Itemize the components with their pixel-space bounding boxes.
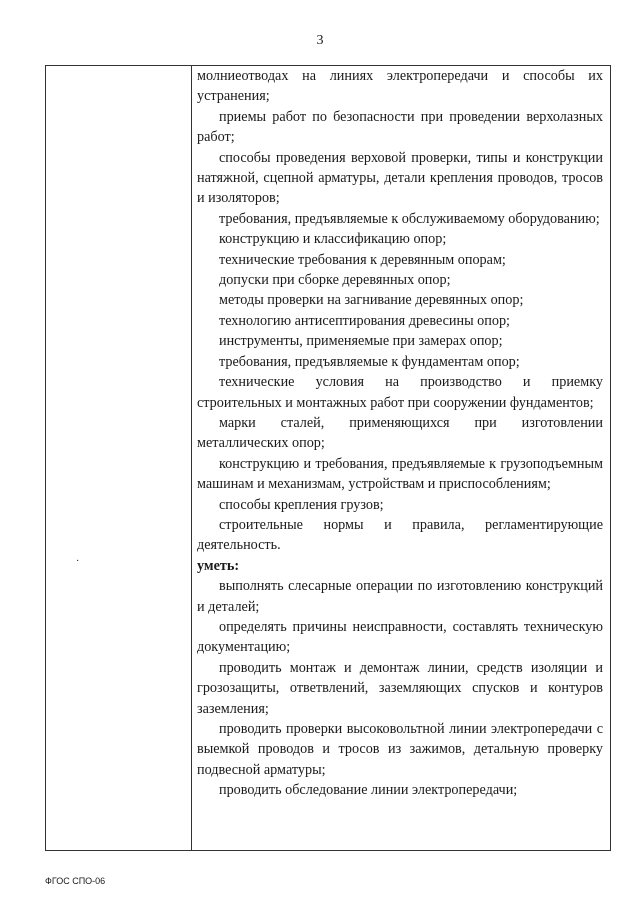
paragraph: проводить обследование линии электропередачи; <box>219 782 518 799</box>
paragraph: методы проверки на загнивание деревянных опор; <box>219 292 524 309</box>
paragraph: конструкцию и классификацию опор; <box>219 231 447 248</box>
paragraph: способы проведения верховой проверки, типы и конструкции натяжной, сцепной арматуры, детали крепления проводов, тросов и изоляторов; <box>197 149 603 207</box>
right-column <box>192 66 610 801</box>
paragraph: проводить проверки высоковольтной линии электропередачи с выемкой проводов и тросов из зажимов, детальную проверку подвесной арматуры; <box>197 721 603 778</box>
paragraph: проводить монтаж и демонтаж линии, средств изоляции и грозозащиты, ответвлений, заземляющих спусков и контуров заземления; <box>197 659 603 717</box>
page-number: 3 <box>316 33 324 48</box>
paragraph: приемы работ по безопасности при проведении верхолазных работ; <box>197 108 603 146</box>
paragraph: определять причины неисправности, составлять техническую документацию; <box>197 618 603 656</box>
knowledge-list <box>197 66 603 556</box>
paragraph: технические требования к деревянным опорам; <box>219 251 506 268</box>
paragraph: технологию антисептирования древесины опор; <box>219 312 510 329</box>
paragraph: способы крепления грузов; <box>219 496 384 513</box>
document-table <box>45 65 611 851</box>
paragraph: требования, предъявляемые к обслуживаемому оборудованию; <box>219 210 600 227</box>
paragraph: допуски при сборке деревянных опор; <box>219 272 451 289</box>
paragraph: строительные нормы и правила, регламентирующие деятельность. <box>197 516 603 554</box>
paragraph: выполнять слесарные операции по изготовлению конструкций и деталей; <box>197 578 603 615</box>
paragraph: инструменты, применяемые при замерах опор; <box>219 333 503 350</box>
paragraph: требования, предъявляемые к фундаментам опор; <box>219 353 520 370</box>
paragraph: конструкцию и требования, предъявляемые к грузоподъемным машинам и механизмам, устройствам и приспособлениям; <box>197 455 603 493</box>
footer-label: ФГОС СПО-06 <box>45 876 106 886</box>
umet-heading: уметь: <box>197 557 240 574</box>
left-column-mark: · <box>76 556 80 567</box>
paragraph: молниеотводах на линиях электропередачи и способы их устранения; <box>197 68 603 105</box>
skills-list <box>197 576 603 800</box>
paragraph: марки сталей, применяющихся при изготовлении металлических опор; <box>197 414 603 452</box>
left-column <box>46 66 192 850</box>
paragraph: технические условия на производство и приемку строительных и монтажных работ при сооружении фундаментов; <box>197 374 603 411</box>
